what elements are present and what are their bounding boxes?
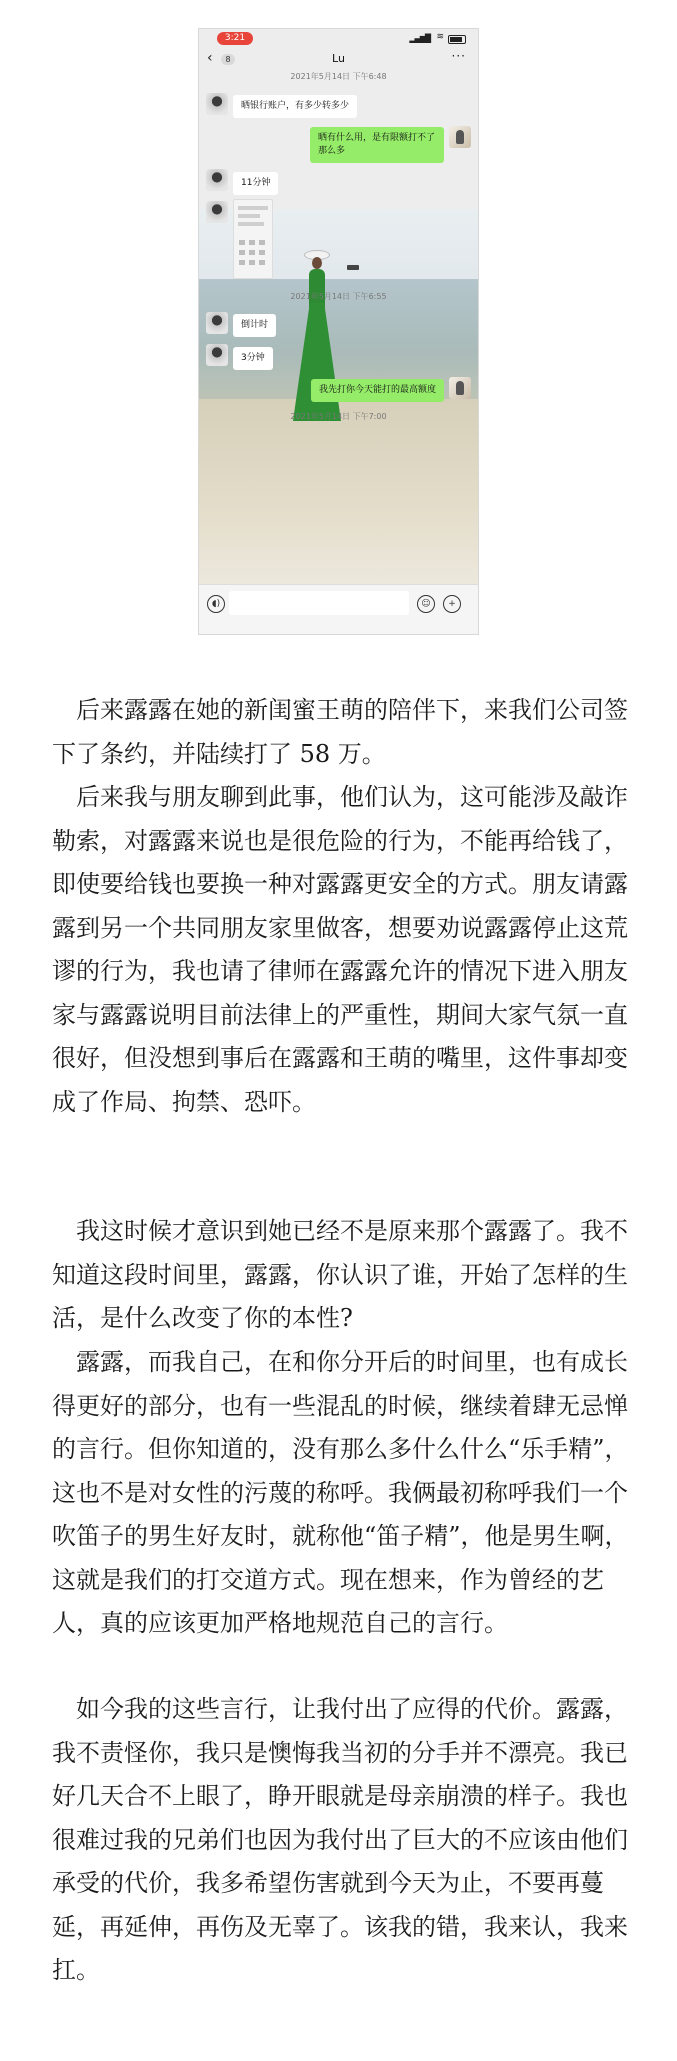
chat-input-bar (199, 584, 478, 634)
article-paragraph: 我这时候才意识到她已经不是原来那个露露了。我不知道这段时间里，露露，你认识了谁，开始了怎样的生活，是什么改变了你的本性? (52, 1217, 628, 1332)
battery-icon (448, 35, 466, 44)
avatar[interactable] (206, 93, 228, 115)
emoji-icon[interactable]: ☺ (417, 595, 435, 613)
signal-icon: ▂▄▆█ (409, 34, 430, 43)
avatar[interactable] (449, 126, 471, 148)
message-input[interactable] (229, 591, 409, 615)
article-paragraph: 露露，而我自己，在和你分开后的时间里，也有成长得更好的部分，也有一些混乱的时候，继续着肆无忌惮的言行。但你知道的，没有那么多什么什么“乐手精”，这也不是对女性的污蔑的称呼。我俩最初称呼我们一个吹笛子的男生好友时，就称他“笛子精”，他是男生啊，这就是我们的打交道方式。现在想来，作为曾经的艺人，真的应该更加严格地规范自己的言行。 (52, 1348, 629, 1637)
message-bubble[interactable]: 我先打你今天能打的最高额度 (311, 379, 444, 402)
sand (199, 399, 478, 584)
avatar[interactable] (206, 312, 228, 334)
status-bar (199, 29, 478, 47)
message-line: 那么多 (318, 146, 346, 156)
chat-screenshot (199, 29, 478, 634)
timestamp: 2021年5月14日 下午7:00 (290, 412, 387, 421)
voice-icon[interactable]: ◖) (207, 595, 225, 613)
message-bubble[interactable]: 11分钟 (233, 172, 278, 195)
image-message[interactable] (233, 199, 273, 279)
more-dots-icon[interactable]: ··· (451, 49, 466, 63)
article-paragraph: 如今我的这些言行，让我付出了应得的代价。露露，我不责怪你，我只是懊悔我当初的分手并不漂亮。我已好几天合不上眼了，睁开眼就是母亲崩溃的样子。我也很难过我的兄弟们也因为我付出了巨大的不应该由他们承受的代价，我多希望伤害就到今天为止，不要再蔓延，再延伸，再伤及无辜了。该我的错，我来认，我来扛。 (52, 1695, 628, 1984)
avatar[interactable] (449, 377, 471, 399)
message-bubble[interactable]: 3分钟 (233, 347, 273, 370)
chat-nav-bar (199, 47, 478, 71)
plus-icon[interactable]: + (443, 595, 461, 613)
unread-badge[interactable]: 8 (221, 54, 235, 65)
timestamp: 2021年5月14日 下午6:48 (290, 72, 387, 81)
chevron-left-icon[interactable]: ‹ (207, 50, 213, 66)
avatar[interactable] (206, 344, 228, 366)
boat (347, 265, 359, 270)
timestamp: 2021年5月14日 下午6:55 (290, 292, 387, 301)
chat-title: Lu (332, 52, 345, 65)
article-paragraph: 后来我与朋友聊到此事，他们认为，这可能涉及敲诈勒索，对露露来说也是很危险的行为，不能再给钱了，即使要给钱也要换一种对露露更安全的方式。朋友请露露到另一个共同朋友家里做客，想要劝说露露停止这荒谬的行为，我也请了律师在露露允许的情况下进入朋友家与露露说明目前法律上的严重性，期间大家气氛一直很好，但没想到事后在露露和王萌的嘴里，这件事却变成了作局、拘禁、恐吓。 (52, 783, 628, 1116)
status-time: 3:21 (217, 32, 253, 45)
avatar[interactable] (206, 169, 228, 191)
wifi-icon: ≋ (436, 32, 444, 42)
article-paragraph: 后来露露在她的新闺蜜王萌的陪伴下，来我们公司签下了条约，并陆续打了 58 万。 (52, 696, 628, 768)
message-bubble[interactable]: 晒银行账户，有多少转多少 (233, 95, 357, 118)
message-bubble[interactable] (310, 127, 444, 163)
avatar[interactable] (206, 201, 228, 223)
message-bubble[interactable]: 倒计时 (233, 314, 276, 337)
message-line: 晒有什么用，是有限额打不了 (318, 133, 436, 143)
